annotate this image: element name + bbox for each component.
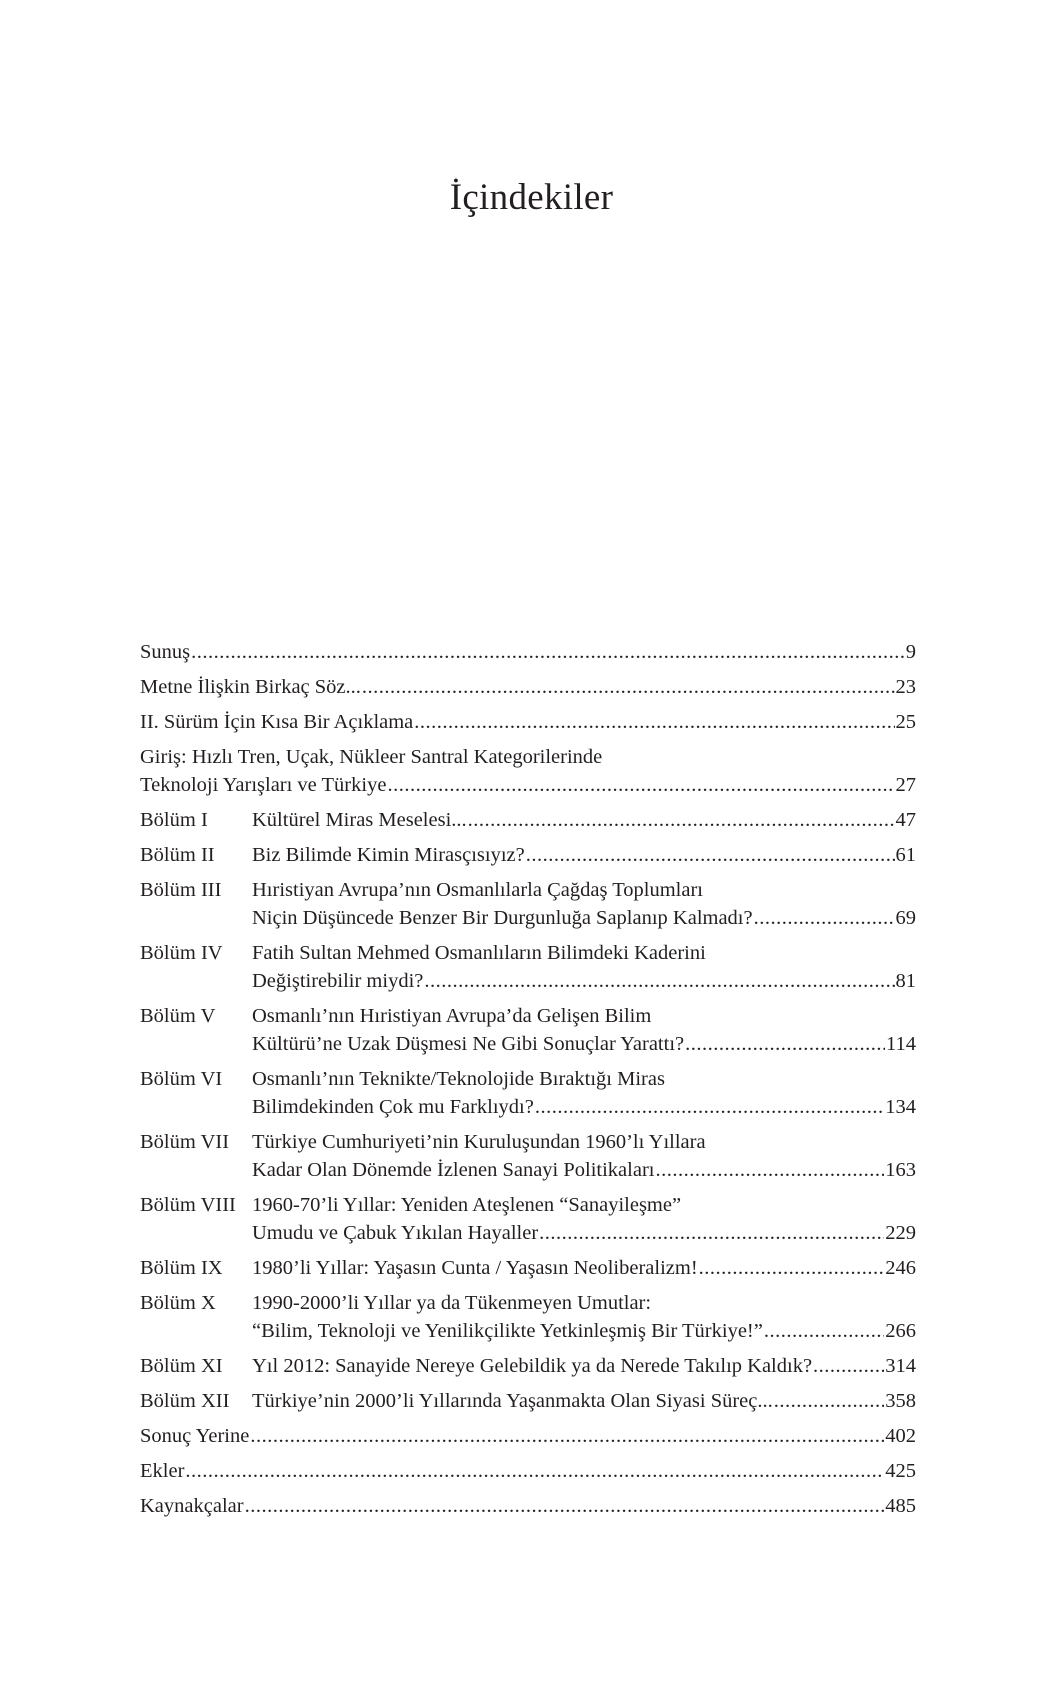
- dot-leader: [699, 1254, 885, 1282]
- toc-entry-last-line: [252, 904, 916, 932]
- dot-leader: [539, 1219, 884, 1247]
- dot-leader: [424, 967, 894, 995]
- toc-entry[interactable]: [140, 1002, 916, 1058]
- toc-entry-title-line: Sunuş: [140, 641, 191, 663]
- toc-entry[interactable]: [140, 1289, 916, 1345]
- dot-leader: [191, 638, 905, 666]
- toc-entry-body: [252, 806, 916, 834]
- toc-entry-title-line: Kadar Olan Dönemde İzlenen Sanayi Politikaları: [252, 1159, 655, 1181]
- page-number: 69: [895, 907, 916, 929]
- toc-entry-last-line: [140, 1457, 916, 1485]
- toc-entry[interactable]: [140, 876, 916, 932]
- toc-entry-body: [140, 743, 916, 799]
- page-number: 81: [895, 970, 916, 992]
- toc-entry-title-line: Osmanlı’nın Hıristiyan Avrupa’da Gelişen Bilim: [252, 1005, 652, 1027]
- page-number: 114: [886, 1033, 916, 1055]
- toc-entry-last-line: [252, 1030, 916, 1058]
- toc-entry-last-line: [252, 806, 916, 834]
- toc-entry-title-line: Sonuç Yerine: [140, 1425, 250, 1447]
- dot-leader: [468, 806, 895, 834]
- toc-entry-body: [140, 1422, 916, 1450]
- toc-entry[interactable]: [140, 939, 916, 995]
- toc-entry-title-line: Türkiye’nin 2000’li Yıllarında Yaşanmakta Olan Siyasi Süreç...: [252, 1390, 773, 1412]
- chapter-label: Bölüm XI: [140, 1355, 223, 1377]
- toc-entry[interactable]: [140, 743, 916, 799]
- dot-leader: [387, 771, 894, 799]
- page-number: 25: [895, 711, 916, 733]
- page-number: 425: [885, 1460, 916, 1482]
- dot-leader: [764, 1317, 884, 1345]
- toc-entry-body: [252, 1002, 916, 1058]
- dot-leader: [250, 1422, 884, 1450]
- chapter-label: Bölüm VI: [140, 1068, 223, 1090]
- toc-entry-body: [140, 638, 916, 666]
- toc-entry-last-line: [140, 1422, 916, 1450]
- toc-entry-body: [252, 939, 916, 995]
- toc-entry-body: [140, 673, 916, 701]
- toc-entry[interactable]: [140, 1422, 916, 1450]
- chapter-label: Bölüm III: [140, 879, 222, 901]
- toc-entry[interactable]: [140, 1352, 916, 1380]
- chapter-label: Bölüm VII: [140, 1131, 230, 1153]
- toc-entry[interactable]: [140, 638, 916, 666]
- toc-entry-body: [252, 1191, 916, 1247]
- toc-entry-body: [252, 1289, 916, 1345]
- toc-entry-title-line: Osmanlı’nın Teknikte/Teknolojide Bıraktığı Miras: [252, 1068, 665, 1090]
- page-number: 23: [895, 676, 916, 698]
- toc-entry-title-line: Türkiye Cumhuriyeti’nin Kuruluşundan 1960’lı Yıllara: [252, 1131, 706, 1153]
- chapter-label: Bölüm II: [140, 844, 215, 866]
- toc-entry-title-line: Kaynakçalar: [140, 1495, 244, 1517]
- toc-entry-last-line: [140, 708, 916, 736]
- toc-entry-title-line: “Bilim, Teknoloji ve Yenilikçilikte Yetkinleşmiş Bir Türkiye!”: [252, 1320, 763, 1342]
- table-of-contents: [140, 638, 916, 1527]
- toc-entry-title-line: Kültürel Miras Meselesi...: [252, 809, 467, 831]
- toc-entry-last-line: [252, 841, 916, 869]
- chapter-label: Bölüm IV: [140, 942, 223, 964]
- page-number: 134: [885, 1096, 916, 1118]
- dot-leader: [774, 1387, 884, 1415]
- toc-entry[interactable]: [140, 1254, 916, 1282]
- dot-leader: [535, 1093, 884, 1121]
- toc-entry-title-line: II. Sürüm İçin Kısa Bir Açıklama: [140, 711, 414, 733]
- dot-leader: [526, 841, 895, 869]
- dot-leader: [685, 1030, 885, 1058]
- toc-entry[interactable]: [140, 1191, 916, 1247]
- toc-entry[interactable]: [140, 708, 916, 736]
- toc-entry-title-line: Bilimdekinden Çok mu Farklıydı?: [252, 1096, 534, 1118]
- toc-entry-body: [252, 841, 916, 869]
- dot-leader: [655, 1156, 884, 1184]
- page-number: 266: [885, 1320, 916, 1342]
- chapter-label: Bölüm I: [140, 809, 208, 831]
- dot-leader: [813, 1352, 884, 1380]
- chapter-label: Bölüm X: [140, 1292, 216, 1314]
- toc-entry-title-line: 1980’li Yıllar: Yaşasın Cunta / Yaşasın Neoliberalizm!: [252, 1257, 698, 1279]
- toc-entry-last-line: [252, 1254, 916, 1282]
- page-title: İçindekiler: [449, 177, 614, 218]
- dot-leader: [362, 673, 895, 701]
- page-number: 47: [895, 809, 916, 831]
- toc-entry-title-line: Metne İlişkin Birkaç Söz...: [140, 676, 361, 698]
- chapter-label: Bölüm V: [140, 1005, 216, 1027]
- toc-entry-last-line: [252, 1352, 916, 1380]
- toc-entry[interactable]: [140, 1128, 916, 1184]
- toc-entry-body: [252, 1065, 916, 1121]
- toc-entry-title-line: Umudu ve Çabuk Yıkılan Hayaller: [252, 1222, 539, 1244]
- toc-entry-last-line: [252, 1387, 916, 1415]
- toc-entry-last-line: [252, 1317, 916, 1345]
- toc-entry-last-line: [252, 967, 916, 995]
- dot-leader: [754, 904, 895, 932]
- toc-entry-title-line: Kültürü’ne Uzak Düşmesi Ne Gibi Sonuçlar Yarattı?: [252, 1033, 685, 1055]
- toc-entry-body: [252, 1352, 916, 1380]
- toc-entry-body: [140, 1492, 916, 1520]
- toc-entry[interactable]: [140, 1065, 916, 1121]
- toc-entry-body: [140, 708, 916, 736]
- dot-leader: [245, 1492, 885, 1520]
- toc-entry-last-line: [140, 771, 916, 799]
- toc-entry-title-line: Değiştirebilir miydi?: [252, 970, 424, 992]
- toc-entry-last-line: [140, 638, 916, 666]
- dot-leader: [185, 1457, 884, 1485]
- page-number: 485: [885, 1495, 916, 1517]
- page-number: 402: [885, 1425, 916, 1447]
- toc-entry-title-line: 1960-70’li Yıllar: Yeniden Ateşlenen “Sanayileşme”: [252, 1194, 682, 1216]
- toc-entry-body: [252, 876, 916, 932]
- toc-entry-title-line: Fatih Sultan Mehmed Osmanlıların Bilimdeki Kaderini: [252, 942, 706, 964]
- page-number: 163: [885, 1159, 916, 1181]
- toc-entry-body: [252, 1387, 916, 1415]
- toc-entry-last-line: [140, 1492, 916, 1520]
- toc-entry-title-line: Niçin Düşüncede Benzer Bir Durgunluğa Saplanıp Kalmadı?: [252, 907, 753, 929]
- page-number: 9: [905, 641, 916, 663]
- toc-entry-title-line: Hıristiyan Avrupa’nın Osmanlılarla Çağdaş Toplumları: [252, 879, 703, 901]
- toc-entry[interactable]: [140, 673, 916, 701]
- toc-entry-title-line: Giriş: Hızlı Tren, Uçak, Nükleer Santral Kategorilerinde: [140, 746, 603, 768]
- page-number: 246: [885, 1257, 916, 1279]
- toc-entry-title-line: Biz Bilimde Kimin Mirasçısıyız?: [252, 844, 525, 866]
- toc-entry-title-line: Teknoloji Yarışları ve Türkiye: [140, 774, 387, 796]
- page-number: 314: [885, 1355, 916, 1377]
- toc-entry[interactable]: [140, 1387, 916, 1415]
- page-number: 229: [885, 1222, 916, 1244]
- page-number: 61: [895, 844, 916, 866]
- toc-entry-title-line: Yıl 2012: Sanayide Nereye Gelebildik ya da Nerede Takılıp Kaldık?: [252, 1355, 813, 1377]
- toc-entry-body: [252, 1128, 916, 1184]
- toc-entry[interactable]: [140, 1457, 916, 1485]
- chapter-label: Bölüm XII: [140, 1390, 230, 1412]
- page-number: 358: [885, 1390, 916, 1412]
- chapter-label: Bölüm VIII: [140, 1194, 236, 1216]
- toc-entry-title-line: 1990-2000’li Yıllar ya da Tükenmeyen Umutlar:: [252, 1292, 652, 1314]
- toc-entry-last-line: [140, 673, 916, 701]
- chapter-label: Bölüm IX: [140, 1257, 223, 1279]
- toc-entry-title-line: Ekler: [140, 1460, 185, 1482]
- page-number: 27: [895, 774, 916, 796]
- toc-entry-last-line: [252, 1219, 916, 1247]
- toc-entry[interactable]: [140, 806, 916, 834]
- toc-entry-body: [140, 1457, 916, 1485]
- toc-entry[interactable]: [140, 1492, 916, 1520]
- toc-entry[interactable]: [140, 841, 916, 869]
- dot-leader: [414, 708, 894, 736]
- toc-entry-body: [252, 1254, 916, 1282]
- toc-entry-last-line: [252, 1156, 916, 1184]
- toc-entry-last-line: [252, 1093, 916, 1121]
